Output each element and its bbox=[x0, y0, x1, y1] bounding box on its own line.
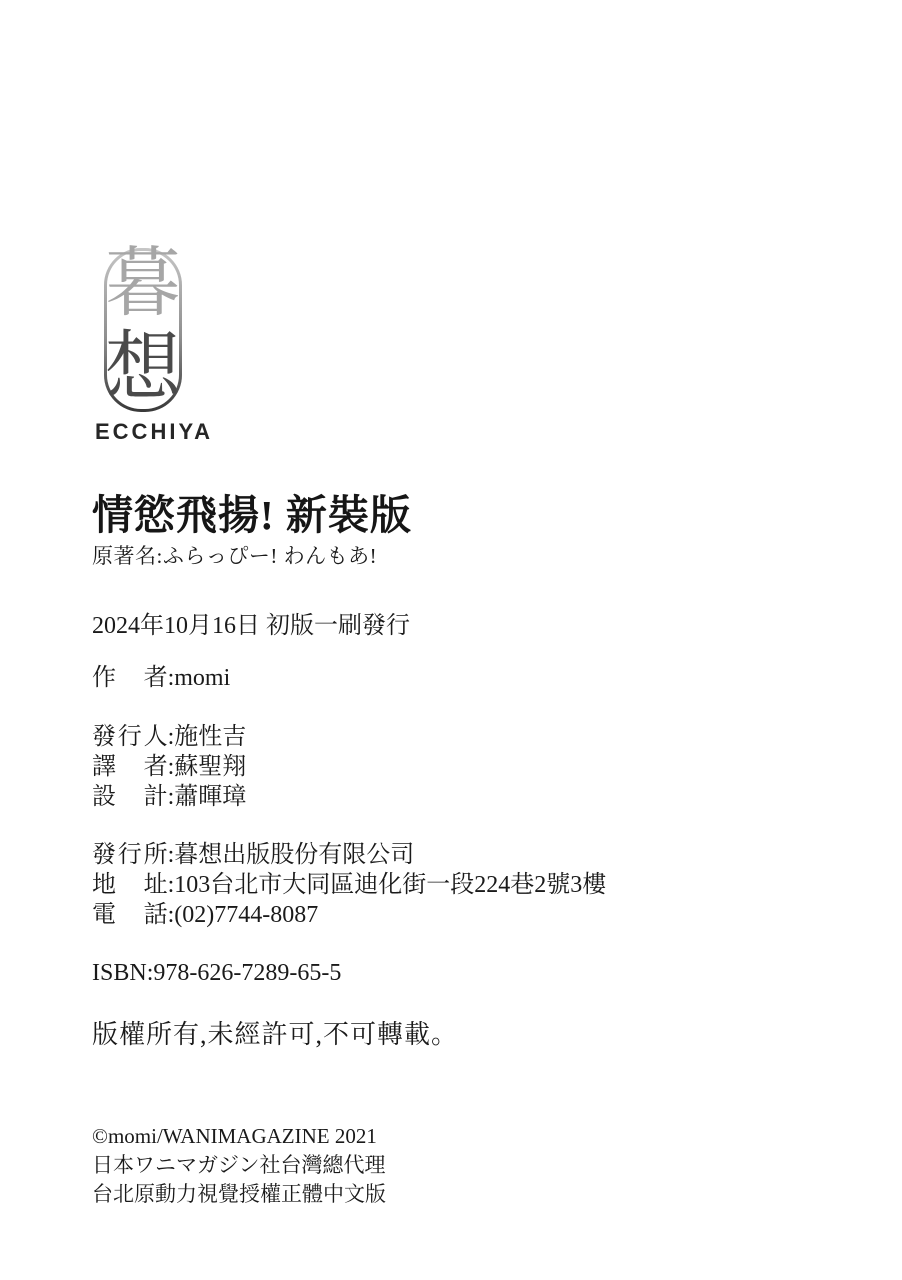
seal-characters bbox=[104, 244, 182, 408]
author-block bbox=[92, 663, 230, 693]
publisher-label: 電話 bbox=[92, 902, 168, 928]
publisher-row-company bbox=[92, 840, 606, 870]
author-name: momi bbox=[174, 665, 231, 691]
author-colon: : bbox=[167, 665, 175, 691]
isbn-label: ISBN bbox=[92, 960, 147, 986]
book-title: 情慾飛揚! 新裝版 bbox=[92, 492, 412, 538]
logo-wordmark: ECCHIYA bbox=[95, 419, 213, 444]
isbn-colon: : bbox=[146, 960, 154, 986]
staff-block bbox=[92, 722, 246, 812]
seal-frame bbox=[104, 242, 182, 412]
publisher-label: 地址 bbox=[92, 872, 168, 898]
publisher-colon: : bbox=[167, 872, 175, 898]
author-row bbox=[92, 663, 230, 693]
publisher-value: 暮想出版股份有限公司 bbox=[174, 842, 415, 868]
staff-value: 蘇聖翔 bbox=[174, 754, 247, 780]
isbn-value: 978-626-7289-65-5 bbox=[153, 960, 342, 986]
seal-character-bottom: 想 bbox=[105, 326, 181, 410]
staff-colon: : bbox=[167, 724, 175, 750]
publisher-row-phone bbox=[92, 900, 606, 930]
copyright-line: ©momi/WANIMAGAZINE 2021 bbox=[92, 1124, 377, 1148]
footer-block bbox=[92, 1122, 386, 1209]
staff-row-designer bbox=[92, 782, 246, 812]
publisher-row-address bbox=[92, 870, 606, 900]
agency-line: 日本ワニマガジン社台灣總代理 bbox=[92, 1153, 386, 1177]
author-label: 作者 bbox=[92, 665, 168, 691]
staff-row-translator bbox=[92, 752, 246, 782]
publisher-colon: : bbox=[167, 842, 175, 868]
staff-label: 設計 bbox=[92, 784, 168, 810]
isbn-row bbox=[92, 960, 341, 987]
license-line: 台北原動力視覺授權正體中文版 bbox=[92, 1182, 386, 1206]
staff-label: 發行人 bbox=[92, 724, 168, 750]
staff-colon: : bbox=[167, 784, 175, 810]
publisher-value: (02)7744-8087 bbox=[174, 902, 319, 928]
seal-character-top: 暮 bbox=[105, 242, 181, 326]
staff-row-publisher-person bbox=[92, 722, 246, 752]
staff-value: 施性吉 bbox=[174, 724, 247, 750]
staff-colon: : bbox=[167, 754, 175, 780]
edition-date-line: 2024年10月16日 初版一刷發行 bbox=[92, 613, 410, 639]
publisher-colon: : bbox=[167, 902, 175, 928]
rights-notice: 版權所有,未經許可,不可轉載。 bbox=[92, 1020, 459, 1049]
publisher-logo bbox=[95, 242, 213, 445]
publisher-label: 發行所 bbox=[92, 842, 168, 868]
staff-label: 譯者 bbox=[92, 754, 168, 780]
publisher-value: 103台北市大同區迪化街一段224巷2號3樓 bbox=[174, 872, 607, 898]
publisher-block bbox=[92, 840, 606, 930]
staff-value: 蕭暉璋 bbox=[174, 784, 247, 810]
original-title: 原著名:ふらっぴー! わんもあ! bbox=[92, 544, 378, 568]
